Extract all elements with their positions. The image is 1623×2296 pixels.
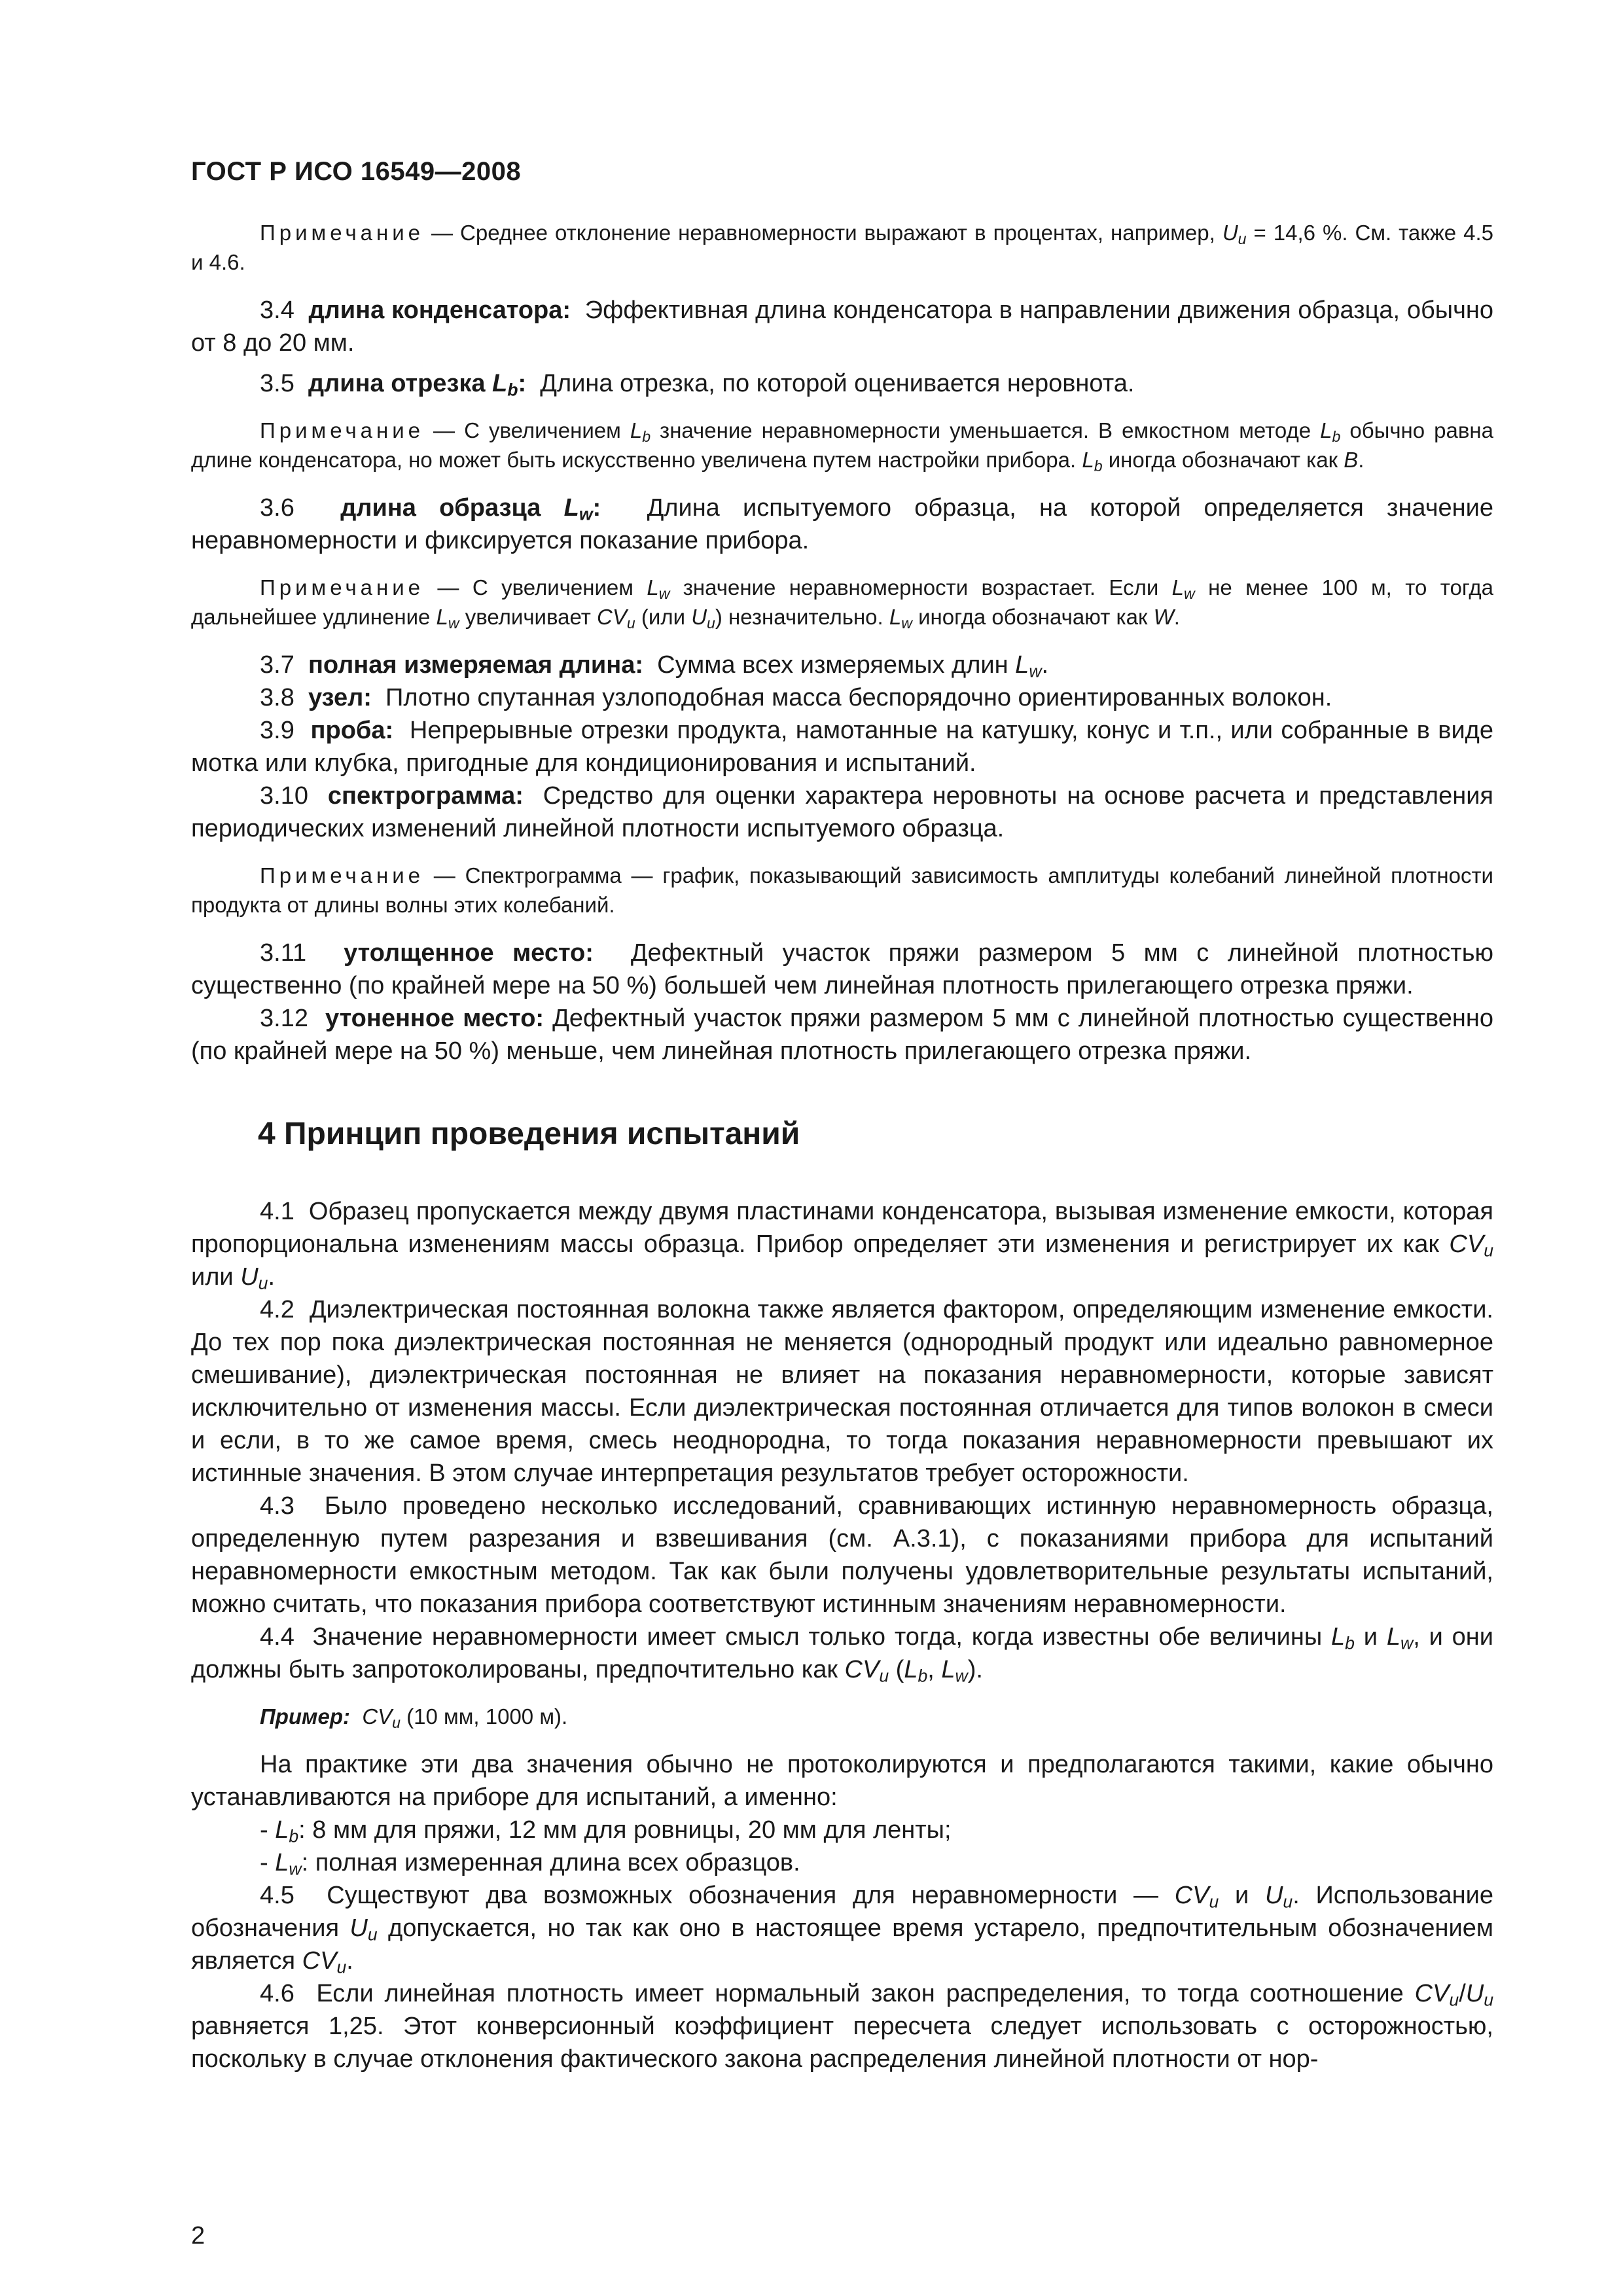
defaults-list bbox=[191, 1814, 1493, 1879]
term-3-12: 3.12 утоненное место: Дефектный участок пряжи размером 5 мм с линейной плотностью существенно (по крайней мере на 50 %) меньше, чем линейная плотность прилегающего отрезка пряжи. bbox=[191, 1005, 1493, 1065]
note-1: Примечание — Среднее отклонение неравномерности выражают в процентах, например, $U_u = 14,6$ %. См. также 4.5 и 4.6. bbox=[191, 221, 1494, 274]
list-item: - $L_w$: полная измеренная длина всех образцов. bbox=[260, 1849, 800, 1879]
para-4-5: 4.5 Существуют два возможных обозначения для неравномерности — $CV_u$ и $U_u$. Использование обозначения $U_u$ допускается, но так как оно в настоящее время устарело, предпочтительным обозначением является $CV_u$. bbox=[191, 1882, 1493, 1977]
para-practice: На практике эти два значения обычно не протоколируются и предполагаются такими, какие обычно устанавливаются на приборе для испытаний, а именно: bbox=[191, 1751, 1493, 1811]
term-3-11: 3.11 утолщенное место: Дефектный участок пряжи размером 5 мм с линейной плотностью существенно (по крайней мере на 50 %) большей чем линейная плотность прилегающего отрезка пряжи. bbox=[191, 939, 1494, 999]
section-4-title: 4 Принцип проведения испытаний bbox=[258, 1117, 800, 1151]
para-4-1: 4.1 Образец пропускается между двумя пластинами конденсатора, вызывая изменение емкости, которая пропорциональна изменениям массы образца. Прибор определяет эти изменения и регистрирует их как $CV_u$ или $U_u$. bbox=[191, 1198, 1493, 1293]
term-3-5: 3.5 длина отрезка $L_b$: Длина отрезка, по которой оценивается неровнота. bbox=[260, 370, 1135, 400]
term-3-4: 3.4 длина конденсатора: Эффективная длина конденсатора в направлении движения образца, обычно от 8 до 20 мм. bbox=[191, 296, 1494, 357]
document-page bbox=[191, 157, 1493, 2075]
term-3-6: 3.6 длина образца $L_w$: Длина испытуемого образца, на которой определяется значение неравномерности и фиксируется показание прибора. bbox=[191, 494, 1494, 554]
para-4-4: 4.4 Значение неравномерности имеет смысл только тогда, когда известны обе величины $L_b$ и $L_w$, и они должны быть запротоколированы, предпочтительно как $CV_u$ ($L_b$, $L_w$). bbox=[191, 1623, 1493, 1686]
term-3-9: 3.9 проба: Непрерывные отрезки продукта, намотанные на катушку, конус и т.п., или собранные в виде мотка или клубка, пригодные для кондиционирования и испытаний. bbox=[191, 717, 1493, 777]
para-4-2: 4.2 Диэлектрическая постоянная волокна также является фактором, определяющим изменение емкости. До тех пор пока диэлектрическая постоянная не меняется (однородный продукт или идеально равномерное смешивание), диэлектрическая постоянная не влияет на показания неравномерности, которые зависят исключительно от изменения массы. Если диэлектрическая постоянная отличается для типов волокон в смеси и если, в то же самое время, смесь неоднородна, то тогда показания неравномерности превышают их истинные значения. В этом случае интерпретация результатов требует осторожности. bbox=[191, 1296, 1493, 1487]
para-4-3: 4.3 Было проведено несколько исследований, сравнивающих истинную неравномерность образца, определенную путем разрезания и взвешивания (см. А.3.1), с показаниями прибора для испытаний неравномерности емкостным методом. Так как были получены удовлетворительные результаты испытаний, можно считать, что показания прибора соответствуют истинным значениям неравномерности. bbox=[191, 1492, 1493, 1618]
term-3-8: 3.8 узел: Плотно спутанная узлоподобная масса беспорядочно ориентированных волокон. bbox=[260, 684, 1332, 711]
example: Пример: $CV_u$ (10 мм, 1000 м). bbox=[260, 1704, 568, 1731]
para-4-6: 4.6 Если линейная плотность имеет нормальный закон распределения, то тогда соотношение $CV_u/U_u$ равняется 1,25. Этот конверсионный коэффициент пересчета следует использовать с осторожностью, поскольку в случае отклонения фактического закона распределения линейной плотности от нор- bbox=[191, 1980, 1493, 2073]
list-item: - $L_b$: 8 мм для пряжи, 12 мм для ровницы, 20 мм для ленты; bbox=[260, 1816, 952, 1846]
note-3: Примечание — С увеличением $L_w$ значение неравномерности возрастает. Если $L_w$ не менее 100 м, то тогда дальнейшее удлинение $L_w$ увеличивает $CV_u$ (или $U_u$) незначительно. $L_w$ иногда обозначают как W. bbox=[191, 575, 1493, 632]
page-number: 2 bbox=[191, 2222, 205, 2250]
note-label: Примечание bbox=[260, 221, 425, 245]
note-4: Примечание — Спектрограмма — график, показывающий зависимость амплитуды колебаний линейной плотности продукта от длины волны этих колебаний. bbox=[191, 863, 1493, 917]
note-2: Примечание — С увеличением $L_b$ значение неравномерности уменьшается. В емкостном методе $L_b$ обычно равна длине конденсатора, но может быть искусственно увеличена путем настройки прибора. $L_b$ иногда обозначают как B. bbox=[191, 418, 1493, 475]
term-3-10: 3.10 спектрограмма: Средство для оценки характера неровноты на основе расчета и представления периодических изменений линейной плотности испытуемого образца. bbox=[191, 782, 1493, 842]
document-header: ГОСТ Р ИСО 16549—2008 bbox=[191, 157, 522, 186]
term-3-7: 3.7 полная измеряемая длина: Сумма всех измеряемых длин $L_w$. bbox=[260, 651, 1049, 681]
